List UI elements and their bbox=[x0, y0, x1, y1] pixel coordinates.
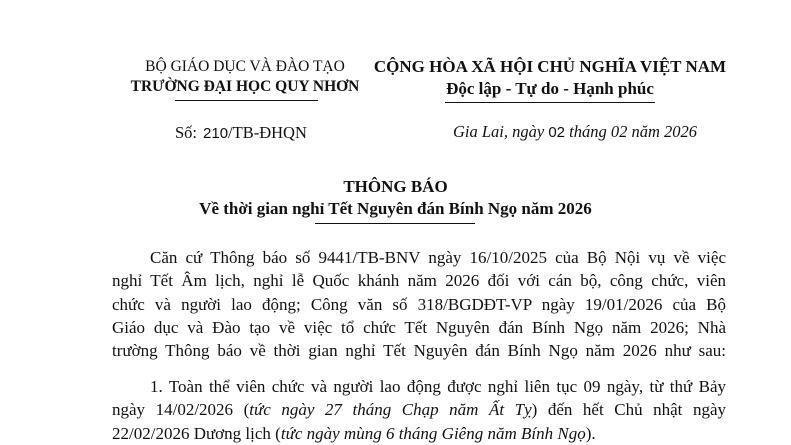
text-run: ngày 14/02/2026 ( bbox=[112, 400, 250, 420]
date-day: 02 bbox=[548, 124, 566, 141]
lunar-date-end: tức ngày mùng 6 tháng Giêng năm Bính Ngọ bbox=[280, 423, 586, 443]
date-suffix: tháng 02 năm 2026 bbox=[565, 122, 698, 141]
text-run: ). bbox=[585, 423, 596, 443]
paragraph-item-1 bbox=[112, 375, 726, 445]
paragraph-line: nghỉ Tết Âm lịch, nghỉ lễ Quốc khánh năm 2026 đối với cán bộ, công chức, viên bbox=[112, 271, 726, 291]
paragraph-line: trường Thông báo về thời gian nghỉ Tết Nguyên đán Bính Ngọ năm 2026 như sau: bbox=[112, 341, 726, 361]
paragraph-line bbox=[112, 422, 726, 445]
school-name: TRƯỜNG ĐẠI HỌC QUY NHƠN bbox=[130, 78, 360, 95]
national-motto: Độc lập - Tự do - Hạnh phúc bbox=[446, 79, 654, 98]
text-run: ) đến hết Chủ nhật ngày bbox=[531, 400, 726, 420]
document-number bbox=[175, 123, 307, 143]
paragraph-line: Giáo dục và Đào tạo về việc tổ chức Tết Nguyên đán Bính Ngọ năm 2026; Nhà bbox=[112, 317, 726, 337]
document-number-suffix: /TB-ĐHQN bbox=[228, 123, 307, 142]
paragraph-line: chức và người lao động; Công văn số 318/BGDĐT-VP ngày 19/01/2026 của Bộ bbox=[112, 294, 726, 314]
ministry-name: BỘ GIÁO DỤC VÀ ĐÀO TẠO bbox=[145, 58, 345, 75]
document-number-label: Số: bbox=[175, 123, 198, 142]
lunar-date-start: tức ngày 27 tháng Chạp năm Ất Tỵ bbox=[249, 400, 532, 420]
paragraph-line bbox=[112, 398, 726, 421]
subtitle-underline bbox=[315, 223, 475, 224]
school-underline bbox=[175, 100, 318, 101]
date-prefix: Gia Lai, ngày bbox=[453, 122, 549, 141]
paragraph-line: 1. Toàn thể viên chức và người lao động được nghỉ liên tục 09 ngày, từ thứ Bảy bbox=[150, 377, 726, 396]
document-number-value: 210 bbox=[203, 125, 229, 142]
document-subtitle: Về thời gian nghỉ Tết Nguyên đán Bính Ngọ năm 2026 bbox=[199, 199, 592, 218]
document-title: THÔNG BÁO bbox=[343, 177, 448, 196]
republic-name: CỘNG HÒA XÃ HỘI CHỦ NGHĨA VIỆT NAM bbox=[373, 57, 727, 76]
paragraph-basis bbox=[112, 246, 726, 362]
paragraph-line: Căn cứ Thông báo số 9441/TB-BNV ngày 16/10/2025 của Bộ Nội vụ về việc bbox=[150, 248, 726, 267]
text-run: 22/02/2026 Dương lịch ( bbox=[112, 423, 281, 443]
motto-underline bbox=[445, 102, 655, 103]
document-date bbox=[453, 122, 697, 142]
